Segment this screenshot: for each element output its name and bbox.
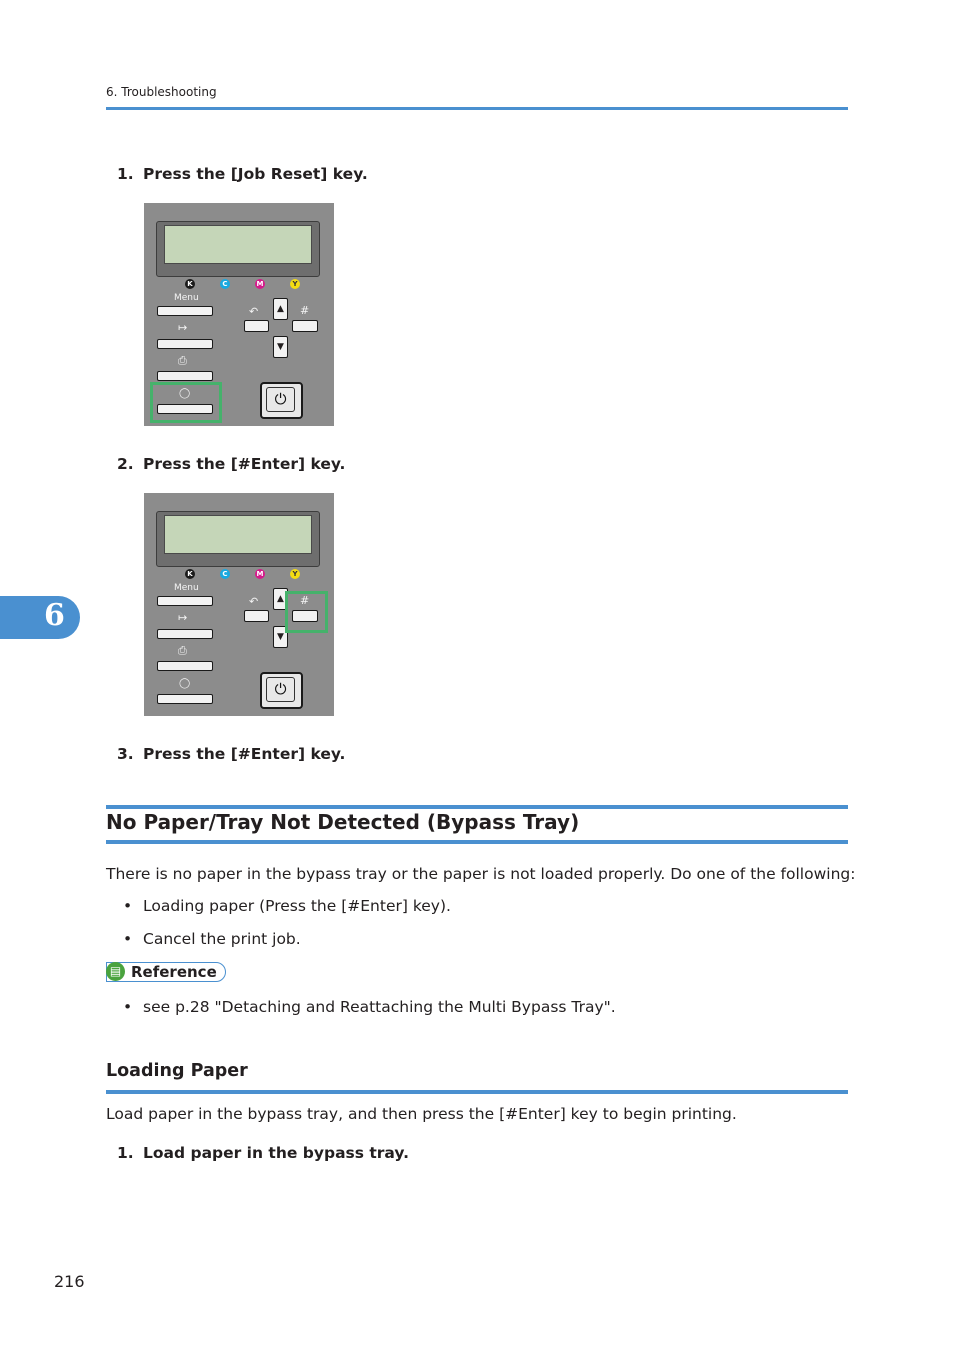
- up-arrow-icon: ▲: [277, 304, 284, 314]
- dot-m: M: [256, 570, 264, 578]
- form-feed-icon: ⎙: [178, 354, 187, 367]
- dot-k: K: [185, 279, 195, 289]
- step-text: Press the [#Enter] key.: [143, 745, 346, 763]
- reference-text: Reference: [131, 963, 217, 981]
- section-rule-top: [106, 805, 848, 809]
- step-text: Press the [#Enter] key.: [143, 455, 346, 473]
- chapter-number: 6: [44, 598, 65, 633]
- dot-y: Y: [290, 569, 300, 579]
- step-text: Load paper in the bypass tray.: [143, 1144, 409, 1162]
- section-title: No Paper/Tray Not Detected (Bypass Tray): [106, 810, 580, 834]
- highlight-enter: [285, 591, 328, 633]
- job-reset-icon: ◯: [179, 388, 191, 399]
- step-number: 3.: [117, 745, 134, 763]
- enter-key[interactable]: [292, 320, 318, 332]
- bullet: •: [123, 998, 133, 1016]
- power-key[interactable]: [260, 672, 303, 709]
- power-icon: ⏻: [266, 387, 295, 412]
- job-reset-key[interactable]: [157, 694, 213, 704]
- dot-y: Y: [290, 279, 300, 289]
- job-reset-icon: ◯: [179, 678, 191, 689]
- running-head: 6. Troubleshooting: [106, 85, 217, 99]
- page-number: 216: [54, 1272, 85, 1291]
- escape-key[interactable]: [157, 339, 213, 349]
- step-number: 2.: [117, 455, 134, 473]
- dot-c: C: [220, 569, 230, 579]
- reference-label: [106, 962, 226, 982]
- dot-c: C: [220, 279, 230, 289]
- bullet: •: [123, 897, 133, 915]
- list-item-text: Cancel the print job.: [143, 930, 301, 948]
- lcd-screen: [164, 515, 312, 554]
- step-number: 1.: [117, 165, 134, 183]
- down-arrow-key[interactable]: [273, 336, 288, 358]
- back-arrow-icon: ↶: [249, 595, 259, 608]
- dot-m: M: [256, 280, 264, 288]
- back-key[interactable]: [244, 610, 269, 622]
- chapter-tab: [0, 596, 80, 639]
- menu-label: Menu: [174, 583, 199, 593]
- form-feed-icon: ⎙: [178, 644, 187, 657]
- highlight-job-reset: [150, 382, 222, 423]
- power-key[interactable]: [260, 382, 303, 419]
- form-feed-key[interactable]: [157, 661, 213, 671]
- form-feed-key[interactable]: [157, 371, 213, 381]
- document-icon: ▤: [106, 962, 125, 981]
- lcd-frame: [156, 221, 320, 277]
- bullet: •: [123, 930, 133, 948]
- operation-panel-image-1: [144, 203, 334, 426]
- menu-key[interactable]: [157, 596, 213, 606]
- menu-key[interactable]: [157, 306, 213, 316]
- down-arrow-icon: ▼: [277, 342, 284, 352]
- header-rule: [106, 107, 848, 110]
- subsection-title: Loading Paper: [106, 1061, 248, 1081]
- up-arrow-key[interactable]: [273, 298, 288, 320]
- hash-enter-icon: #: [300, 304, 310, 317]
- section-rule-bottom: [106, 840, 848, 844]
- hash-enter-icon: #: [300, 594, 310, 607]
- escape-arrow-icon: ↦: [178, 611, 188, 624]
- menu-label: Menu: [174, 293, 199, 303]
- operation-panel-image-2: [144, 493, 334, 716]
- power-icon: ⏻: [266, 677, 295, 702]
- lcd-screen: [164, 225, 312, 264]
- step-number: 1.: [117, 1144, 134, 1162]
- subsection-intro: Load paper in the bypass tray, and then press the [#Enter] key to begin printing.: [106, 1105, 737, 1123]
- section-intro: There is no paper in the bypass tray or the paper is not loaded properly. Do one of the following:: [106, 865, 856, 883]
- down-arrow-icon: ▼: [277, 632, 284, 642]
- escape-arrow-icon: ↦: [178, 321, 188, 334]
- reference-link[interactable]: see p.28 "Detaching and Reattaching the Multi Bypass Tray".: [143, 998, 616, 1016]
- dot-k: K: [185, 569, 195, 579]
- subsection-rule: [106, 1090, 848, 1094]
- up-arrow-icon: ▲: [277, 594, 284, 604]
- list-item-text: Loading paper (Press the [#Enter] key).: [143, 897, 451, 915]
- escape-key[interactable]: [157, 629, 213, 639]
- back-arrow-icon: ↶: [249, 305, 259, 318]
- back-key[interactable]: [244, 320, 269, 332]
- lcd-frame: [156, 511, 320, 567]
- step-text: Press the [Job Reset] key.: [143, 165, 368, 183]
